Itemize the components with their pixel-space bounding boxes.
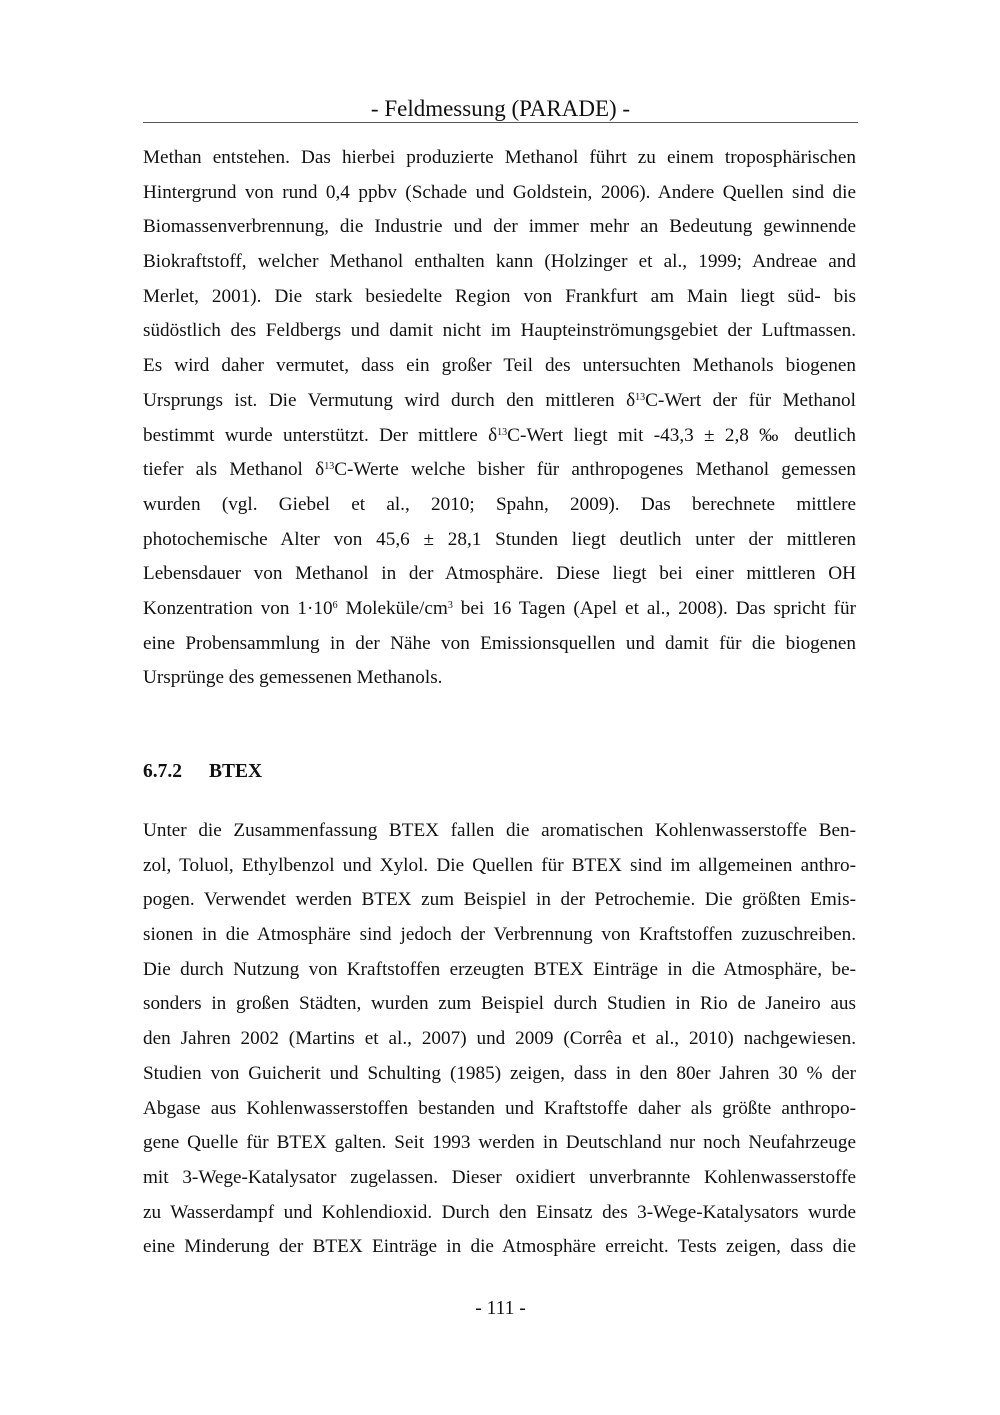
text-line: Ursprünge des gemessenen Methanols.: [143, 667, 443, 689]
text-line: Ursprungs ist. Die Vermutung wird durch den mittleren $\delta^{13}C$-Wert der für Methanol: [143, 389, 856, 411]
section-number: 6.7.2: [143, 761, 182, 782]
text-line: pogen. Verwendet werden BTEX zum Beispiel in der Petrochemie. Die größten Emis-: [143, 889, 856, 911]
text-line: Unter die Zusammenfassung BTEX fallen die aromatischen Kohlenwasserstoffe Ben-: [143, 820, 856, 841]
text-line: Es wird daher vermutet, dass ein großer Teil des untersuchten Methanols biogenen: [143, 355, 856, 377]
text-line: Hintergrund von rund 0,4 ppbv (Schade und Goldstein, 2006). Andere Quellen sind die: [143, 181, 856, 203]
text-line: zol, Toluol, Ethylbenzol und Xylol. Die Quellen für BTEX sind im allgemeinen anthro-: [143, 854, 856, 876]
text-line: Biokraftstoff, welcher Methanol enthalten kann (Holzinger et al., 1999; Andreae and: [143, 251, 856, 273]
text-line: gene Quelle für BTEX galten. Seit 1993 werden in Deutschland nur noch Neufahrzeuge: [143, 1132, 856, 1154]
section-title: BTEX: [209, 761, 263, 782]
running-header: - Feldmessung (PARADE) -: [370, 96, 631, 121]
paragraph-methanol: [143, 141, 856, 696]
text-line: Methan entstehen. Das hierbei produzierte Methanol führt zu einem troposphärischen: [143, 147, 856, 168]
header-rule: [143, 122, 858, 123]
text-line: sionen in die Atmosphäre sind jedoch der Verbrennung von Kraftstoffen zuzuschreiben.: [143, 924, 856, 946]
text-line: eine Probensammlung in der Nähe von Emissionsquellen und damit für die biogenen: [143, 632, 856, 654]
text-line: Abgase aus Kohlenwasserstoffen bestanden und Kraftstoffe daher als größte anthropo-: [143, 1097, 856, 1119]
text-line: Die durch Nutzung von Kraftstoffen erzeugten BTEX Einträge in die Atmosphäre, be-: [143, 958, 856, 980]
text-line: mit 3-Wege-Katalysator zugelassen. Dieser oxidiert unverbrannte Kohlenwasserstoffe: [143, 1166, 856, 1188]
page-number: - 111 -: [475, 1298, 526, 1319]
section-heading: [143, 757, 262, 787]
text-line: Biomassenverbrennung, die Industrie und der immer mehr an Bedeutung gewinnende: [143, 216, 856, 238]
text-line: photochemische Alter von 45,6 ± 28,1 Stunden liegt deutlich unter der mittleren: [143, 528, 856, 550]
text-line: Merlet, 2001). Die stark besiedelte Region von Frankfurt am Main liegt süd- bis: [143, 285, 856, 307]
text-line: tiefer als Methanol $\delta^{13}C$-Werte welche bisher für anthropogenes Methanol gemessen: [143, 459, 856, 481]
text-line: sonders in großen Städten, wurden zum Beispiel durch Studien in Rio de Janeiro aus: [143, 993, 856, 1015]
text-line: wurden (vgl. Giebel et al., 2010; Spahn, 2009). Das berechnete mittlere: [143, 493, 856, 515]
text-line: Konzentration von $1\cdot 10^6$ Moleküle/$cm^3$ bei 16 Tagen (Apel et al., 2008). Das spricht für: [143, 597, 856, 619]
text-line: den Jahren 2002 (Martins et al., 2007) und 2009 (Corrêa et al., 2010) nachgewiesen.: [143, 1028, 856, 1050]
text-line: bestimmt wurde unterstützt. Der mittlere $\delta^{13}C$-Wert liegt mit -43,3 ± 2,8 ‰ deutlich: [143, 424, 856, 446]
text-line: eine Minderung der BTEX Einträge in die Atmosphäre erreicht. Tests zeigen, dass die: [143, 1236, 856, 1258]
paragraph-btex: [143, 814, 856, 1265]
text-line: Lebensdauer von Methanol in der Atmosphäre. Diese liegt bei einer mittleren OH: [143, 563, 856, 585]
text-line: zu Wasserdampf und Kohlendioxid. Durch den Einsatz des 3-Wege-Katalysators wurde: [143, 1201, 856, 1223]
text-line: südöstlich des Feldbergs und damit nicht im Haupteinströmungsgebiet der Luftmassen.: [143, 320, 856, 342]
text-line: Studien von Guicherit und Schulting (1985) zeigen, dass in den 80er Jahren 30 % der: [143, 1062, 856, 1084]
